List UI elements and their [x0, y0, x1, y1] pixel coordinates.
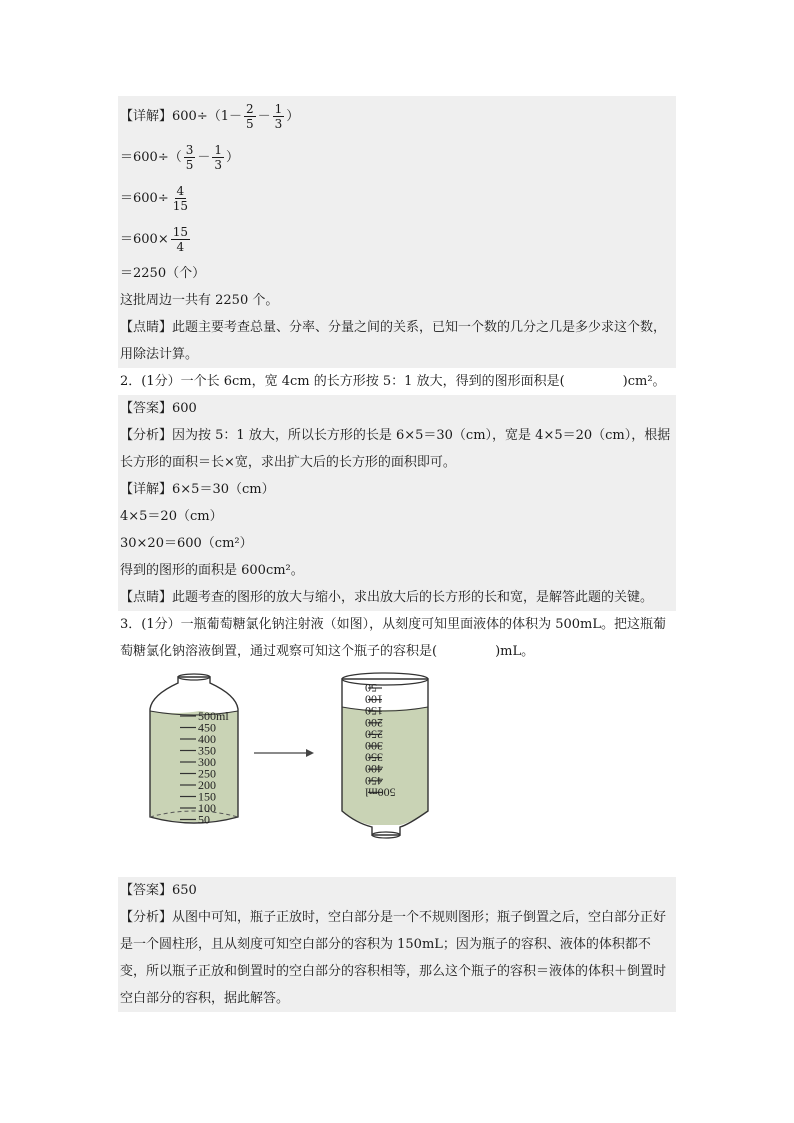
scale-label: 50	[365, 681, 377, 695]
q2-detail2: 4×5＝20（cm）	[118, 503, 676, 530]
scale-label: 150	[365, 704, 383, 719]
q1-detail-line5: ＝2250（个）	[118, 260, 676, 287]
q2-detail1: 【详解】6×5＝30（cm）	[118, 476, 676, 503]
expr-text: ＝600÷	[120, 191, 169, 206]
inverted-liquid	[342, 707, 428, 825]
bottle-diagram	[118, 665, 676, 877]
detail-label: 【详解】	[120, 109, 173, 124]
q1-comment: 【点睛】此题主要考查总量、分率、分量之间的关系，已知一个数的几分之几是多少求这个数，用除法计算。	[118, 314, 676, 368]
q2-analysis: 【分析】因为按 5：1 放大，所以长方形的长是 6×5＝30（cm），宽是 4×5＝20（cm），根据长方形的面积＝长×宽，求出扩大后的长方形的面积即可。	[118, 422, 676, 476]
q3-stem: 3．(1分）一瓶葡萄糖氯化钠注射液（如图），从刻度可知里面液体的体积为 500mL。把这瓶葡萄糖氯化钠溶液倒置，通过观察可知这个瓶子的容积是( )mL。	[118, 611, 676, 665]
q1-detail-line4	[118, 219, 676, 260]
paren: ）	[286, 109, 300, 124]
minus-sign: －	[257, 109, 271, 124]
scale-label: 200	[365, 715, 383, 730]
q1-detail-line3	[118, 178, 676, 219]
scale-label: 400	[198, 732, 216, 746]
fraction: $\frac{4}{15}$	[172, 184, 188, 213]
inverted-bottle	[342, 673, 428, 838]
minus-sign: －	[197, 150, 211, 165]
scale-label: 350	[198, 743, 216, 758]
scale-label: 500ml	[365, 785, 396, 800]
q1-detail-line1	[118, 96, 676, 137]
scale-label: 200	[198, 778, 216, 792]
q1-detail-line2	[118, 137, 676, 178]
scale-label: 300	[198, 755, 216, 769]
answer-page	[118, 96, 676, 1012]
scale-label: 400	[365, 762, 383, 777]
q2-stem: 2．(1分）一个长 6cm，宽 4cm 的长方形按 5：1 放大，得到的图形面积是( )cm²。	[118, 368, 676, 395]
fraction: $\frac{2}{5}$	[246, 102, 254, 131]
scale-label: 250	[198, 766, 216, 781]
scale-label: 300	[365, 739, 383, 753]
q2-detail3: 30×20＝600（cm²）	[118, 530, 676, 557]
q1-conclusion: 这批周边一共有 2250 个。	[118, 287, 676, 314]
q2-comment: 【点睛】此题考查的图形的放大与缩小，求出放大后的长方形的长和宽，是解答此题的关键。	[118, 584, 676, 611]
expr-text: ＝600×	[120, 232, 169, 247]
q3-answer: 【答案】650	[118, 877, 676, 904]
scale-label: 100	[198, 801, 216, 815]
scale-label: 250	[365, 727, 383, 742]
scale-label: 150	[198, 789, 216, 804]
scale-label: 50	[198, 812, 210, 827]
upright-bottle	[150, 674, 238, 827]
fraction: $\frac{15}{4}$	[172, 225, 188, 254]
scale-label: 100	[365, 692, 383, 707]
arrow	[254, 749, 314, 757]
expr-text: 600÷（1－	[172, 109, 242, 124]
fraction: $\frac{1}{3}$	[214, 143, 223, 172]
expr-text: ＝600÷（	[120, 150, 182, 165]
bottle-figure	[118, 665, 676, 877]
scale-label: 450	[198, 720, 216, 735]
scale-label: 350	[365, 750, 383, 765]
paren: ）	[226, 150, 240, 165]
scale-label: 450	[365, 773, 383, 788]
scale-label: 500ml	[198, 709, 229, 723]
q2-answer: 【答案】600	[118, 395, 676, 422]
fraction: $\frac{3}{5}$	[185, 143, 194, 172]
fraction: $\frac{1}{3}$	[274, 102, 283, 131]
q2-conclusion: 得到的图形的面积是 600cm²。	[118, 557, 676, 584]
q3-analysis: 【分析】从图中可知，瓶子正放时，空白部分是一个不规则图形；瓶子倒置之后，空白部分正好是一个圆柱形，且从刻度可知空白部分的容积为 150mL；因为瓶子的容积、液体的体积都不变，所以瓶子正放和倒置时的空白部分的容积相等，那么这个瓶子的容积＝液体的体积＋倒置时空白部分的容积，据此解答。	[118, 904, 676, 1012]
